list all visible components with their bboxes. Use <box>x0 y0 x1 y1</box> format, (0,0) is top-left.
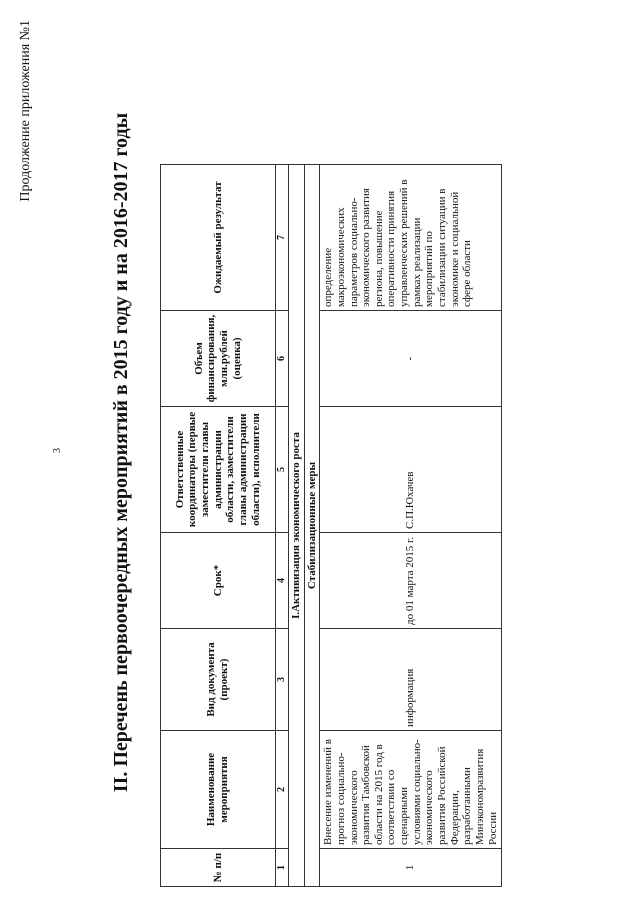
page-title: II. Перечень первоочередных мероприятий в 2015 году и на 2016-2017 годы <box>110 112 132 793</box>
column-number: 6 <box>276 311 289 407</box>
column-number: 3 <box>276 629 289 731</box>
section-row <box>289 165 305 887</box>
column-number: 2 <box>276 731 289 849</box>
col-header-doc: Вид документа (проект) <box>161 629 276 731</box>
column-number: 1 <box>276 849 289 887</box>
page-number: 3 <box>52 448 63 453</box>
column-numbers-row <box>276 165 289 887</box>
column-number: 5 <box>276 407 289 533</box>
row-financing: - <box>320 311 502 407</box>
row-document-type: информация <box>320 629 502 731</box>
subsection-title: Стабилизационные меры <box>304 165 320 887</box>
table-row <box>320 165 502 887</box>
table-header-row <box>161 165 276 887</box>
col-header-result: Ожидаемый результат <box>161 165 276 311</box>
column-number: 7 <box>276 165 289 311</box>
subsection-row <box>304 165 320 887</box>
row-responsible: С.П.Юхачев <box>320 407 502 533</box>
row-number: 1 <box>320 849 502 887</box>
col-header-term: Срок* <box>161 533 276 629</box>
col-header-responsible: Ответственные координаторы (первые заместители главы администрации области, заместители главы администрации области), исполнители <box>161 407 276 533</box>
col-header-num: № п/п <box>161 849 276 887</box>
col-header-name: Наименование мероприятия <box>161 731 276 849</box>
col-header-financing: Объем финансирования, млн.рублей (оценка) <box>161 311 276 407</box>
row-measure-name: Внесение изменений в прогноз социально-экономического развития Тамбовской области на 2015 год в соответствии со сценарными условиями социально-экономического развития Российской Федерации, разработанными Минэкономразвития России <box>320 731 502 849</box>
section-title: I.Активизация экономического роста <box>289 165 305 887</box>
measures-table <box>160 164 502 887</box>
row-term: до 01 марта 2015 г. <box>320 533 502 629</box>
continuation-note: Продолжение приложения №1 <box>18 20 33 202</box>
row-expected-result: определение макроэкономических параметров социально-экономического развития региона, повышение оперативности принятия управленческих решений в рамках реализации мероприятий по стабилизации ситуации в экономике и социальной сфере области <box>320 165 502 311</box>
column-number: 4 <box>276 533 289 629</box>
